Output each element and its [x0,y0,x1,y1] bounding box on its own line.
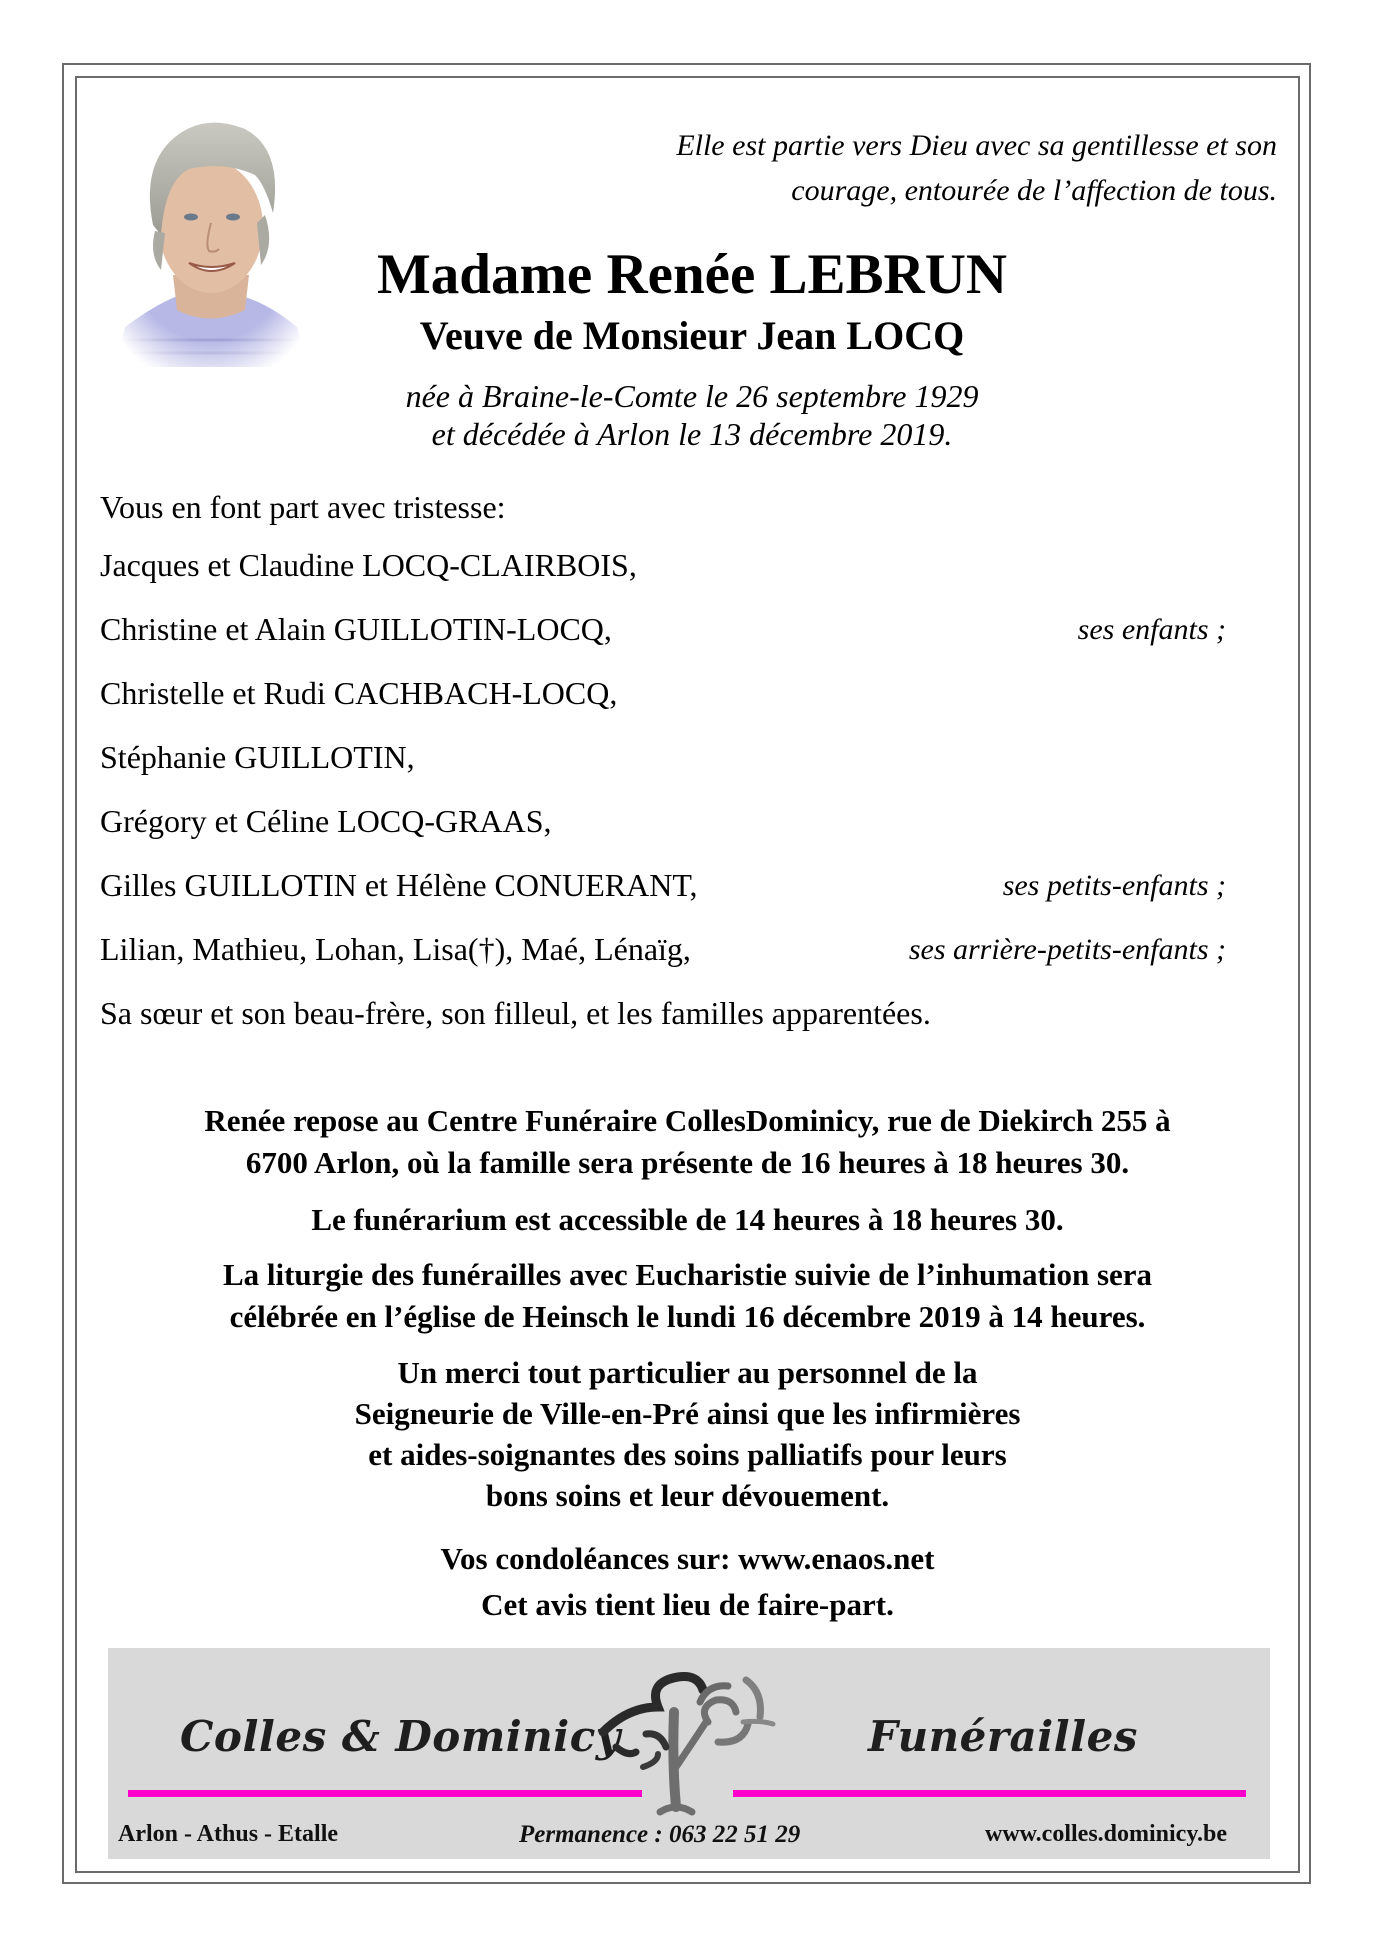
family-line: Christelle et Rudi CACHBACH-LOCQ, [100,675,618,711]
faire-part-note: Cet avis tient lieu de faire-part. [481,1587,894,1622]
quote-line-1: Elle est partie vers Dieu avec sa gentillesse et son [676,129,1277,162]
family-intro: Vous en font part avec tristesse: [100,489,506,525]
repose-line-1: Renée repose au Centre Funéraire CollesDominicy, rue de Diekirch 255 à [204,1103,1171,1138]
widow-of: Veuve de Monsieur Jean LOCQ [419,313,965,358]
birth-info: née à Braine-le-Comte le 26 septembre 1929 [405,378,979,414]
locations: Arlon - Athus - Etalle [118,1821,339,1847]
family-line: Stéphanie GUILLOTIN, [100,739,415,775]
quote-line-2: courage, entourée de l’affection de tous. [791,174,1277,207]
accent-line-right [733,1790,1246,1797]
relation-label: ses arrière-petits-enfants ; [908,933,1226,966]
family-line: Grégory et Céline LOCQ-GRAAS, [100,803,552,839]
relation-label: ses petits-enfants ; [1002,869,1226,902]
liturgy-line-2: célébrée en l’église de Heinsch le lundi 16 décembre 2019 à 14 heures. [229,1299,1146,1334]
thanks-line-4: bons soins et leur dévouement. [485,1478,890,1513]
condolences-link[interactable]: Vos condoléances sur: www.enaos.net [440,1541,935,1576]
family-line: Lilian, Mathieu, Lohan, Lisa(†), Maé, Lénaïg, [100,931,691,967]
funeral-home-name: Colles & Dominicy [180,1712,621,1761]
tree-icon [598,1662,788,1822]
repose-line-2: 6700 Arlon, où la famille sera présente de 16 heures à 18 heures 30. [245,1145,1130,1180]
family-line: Gilles GUILLOTIN et Hélène CONUERANT, [100,867,698,903]
liturgy-line-1: La liturgie des funérailles avec Eucharistie suivie de l’inhumation sera [222,1257,1153,1292]
thanks-line-3: et aides-soignantes des soins palliatifs pour leurs [368,1437,1007,1472]
family-line: Sa sœur et son beau-frère, son filleul, et les familles apparentées. [100,995,931,1031]
thanks-line-2: Seigneurie de Ville-en-Pré ainsi que les infirmières [354,1396,1021,1431]
permanence-phone[interactable]: Permanence : 063 22 51 29 [519,1821,801,1848]
death-info: et décédée à Arlon le 13 décembre 2019. [431,416,953,452]
deceased-name: Madame Renée LEBRUN [376,243,1008,306]
family-line: Christine et Alain GUILLOTIN-LOCQ, [100,611,612,647]
funerarium-hours: Le funérarium est accessible de 14 heures à 18 heures 30. [311,1202,1064,1237]
funeral-home-subtitle: Funérailles [868,1712,1138,1761]
relation-label: ses enfants ; [1077,613,1226,646]
family-line: Jacques et Claudine LOCQ-CLAIRBOIS, [100,547,637,583]
accent-line-left [128,1790,642,1797]
portrait-photo [105,105,315,367]
funeral-home-website[interactable]: www.colles.dominicy.be [985,1821,1228,1847]
thanks-line-1: Un merci tout particulier au personnel de la [397,1355,978,1390]
